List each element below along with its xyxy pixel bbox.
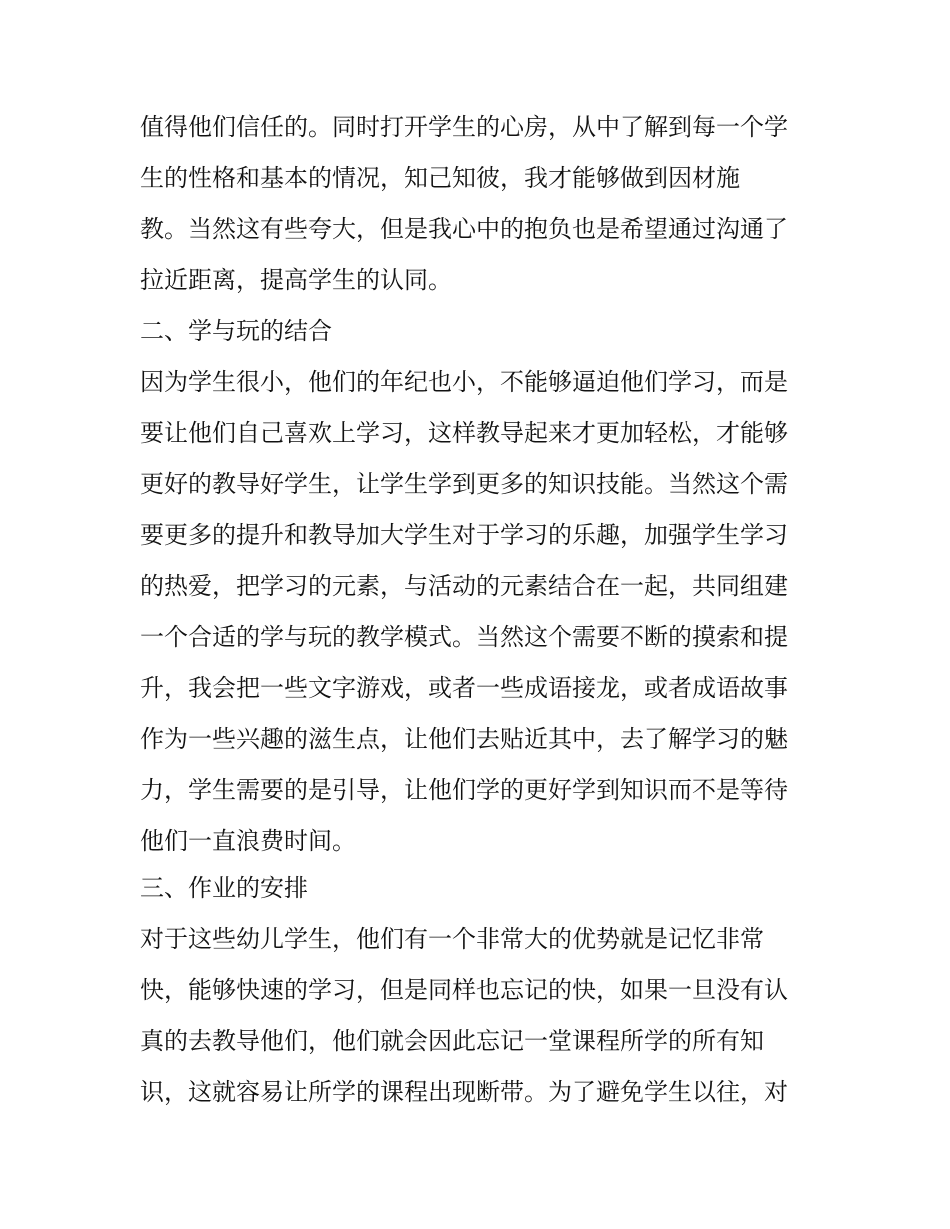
text-line: 对于这些幼儿学生，他们有一个非常大的优势就是记忆非常 — [140, 925, 764, 953]
text-line: 力，学生需要的是引导，让他们学的更好学到知识而不是等待 — [140, 776, 788, 804]
section-heading: 二、学与玩的结合 — [140, 317, 332, 345]
text-line: 生的性格和基本的情况，知己知彼，我才能够做到因材施 — [140, 164, 740, 192]
section-heading: 三、作业的安排 — [140, 874, 308, 902]
text-line: 识，这就容易让所学的课程出现断带。为了避免学生以往，对 — [140, 1078, 788, 1106]
text-line: 更好的教导好学生，让学生学到更多的知识技能。当然这个需 — [140, 470, 788, 498]
text-line: 拉近距离，提高学生的认同。 — [140, 266, 452, 294]
text-line: 要让他们自己喜欢上学习，这样教导起来才更加轻松，才能够 — [140, 419, 788, 447]
text-line: 升，我会把一些文字游戏，或者一些成语接龙，或者成语故事 — [140, 674, 788, 702]
text-line: 要更多的提升和教导加大学生对于学习的乐趣，加强学生学习 — [140, 521, 788, 549]
text-line: 一个合适的学与玩的教学模式。当然这个需要不断的摸索和提 — [140, 623, 788, 651]
text-line: 教。当然这有些夸大，但是我心中的抱负也是希望通过沟通了 — [140, 215, 788, 243]
text-line: 作为一些兴趣的滋生点，让他们去贴近其中，去了解学习的魅 — [140, 725, 788, 753]
text-line: 真的去教导他们，他们就会因此忘记一堂课程所学的所有知 — [140, 1027, 764, 1055]
text-line: 快，能够快速的学习，但是同样也忘记的快，如果一旦没有认 — [140, 976, 788, 1004]
text-line: 值得他们信任的。同时打开学生的心房，从中了解到每一个学 — [140, 113, 788, 141]
text-line: 因为学生很小，他们的年纪也小，不能够逼迫他们学习，而是 — [140, 368, 788, 396]
text-line: 他们一直浪费时间。 — [140, 827, 356, 855]
text-line: 的热爱，把学习的元素，与活动的元素结合在一起，共同组建 — [140, 572, 788, 600]
